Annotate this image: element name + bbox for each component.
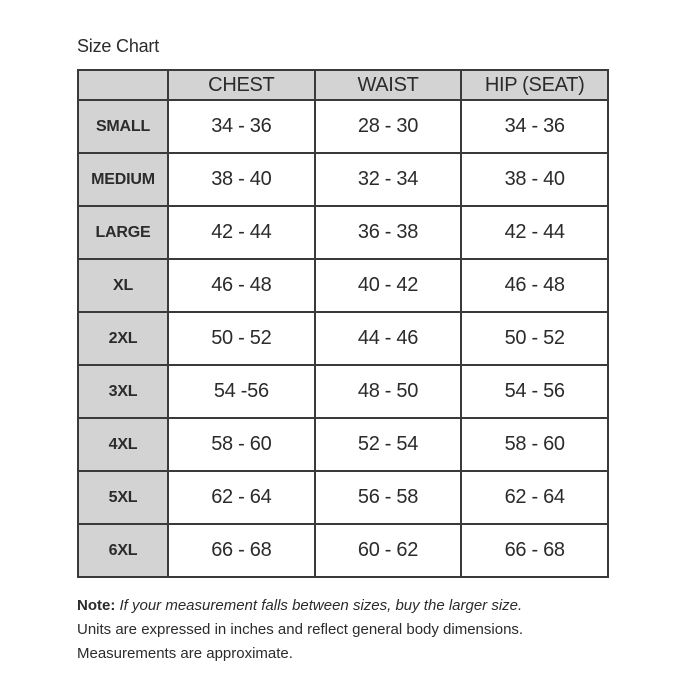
chest-cell: 54 -56 [168, 365, 315, 418]
note-text: If your measurement falls between sizes, buy the larger size. [119, 597, 523, 614]
hip-cell: 66 - 68 [461, 524, 608, 577]
row-header-size: 6XL [78, 524, 168, 577]
corner-cell [78, 70, 168, 100]
hip-cell: 58 - 60 [461, 418, 608, 471]
row-header-size: MEDIUM [78, 153, 168, 206]
chest-cell: 46 - 48 [168, 259, 315, 312]
chest-cell: 66 - 68 [168, 524, 315, 577]
hip-cell: 42 - 44 [461, 206, 608, 259]
chest-cell: 50 - 52 [168, 312, 315, 365]
chest-cell: 62 - 64 [168, 471, 315, 524]
hip-cell: 46 - 48 [461, 259, 608, 312]
waist-cell: 56 - 58 [315, 471, 462, 524]
hip-cell: 34 - 36 [461, 100, 608, 153]
table-row [78, 524, 608, 577]
table-row [78, 365, 608, 418]
notes-block [77, 594, 523, 666]
table-row [78, 259, 608, 312]
chest-cell: 58 - 60 [168, 418, 315, 471]
row-header-size: 4XL [78, 418, 168, 471]
row-header-size: 3XL [78, 365, 168, 418]
chest-cell: 34 - 36 [168, 100, 315, 153]
table-row [78, 312, 608, 365]
hip-cell: 54 - 56 [461, 365, 608, 418]
table-row [78, 153, 608, 206]
note-label: Note: [77, 597, 116, 614]
hip-cell: 38 - 40 [461, 153, 608, 206]
table-row [78, 471, 608, 524]
row-header-size: 2XL [78, 312, 168, 365]
table-row [78, 206, 608, 259]
hip-cell: 62 - 64 [461, 471, 608, 524]
waist-cell: 40 - 42 [315, 259, 462, 312]
row-header-size: LARGE [78, 206, 168, 259]
table-row [78, 100, 608, 153]
column-header-waist: WAIST [315, 70, 462, 100]
waist-cell: 60 - 62 [315, 524, 462, 577]
approximate-note: Measurements are approximate. [77, 645, 293, 662]
size-chart-table [77, 69, 609, 578]
column-header-chest: CHEST [168, 70, 315, 100]
row-header-size: 5XL [78, 471, 168, 524]
chest-cell: 38 - 40 [168, 153, 315, 206]
waist-cell: 44 - 46 [315, 312, 462, 365]
row-header-size: XL [78, 259, 168, 312]
page-title: Size Chart [77, 36, 160, 56]
note-line [77, 594, 523, 618]
table-header-row [78, 70, 608, 100]
waist-cell: 52 - 54 [315, 418, 462, 471]
waist-cell: 28 - 30 [315, 100, 462, 153]
waist-cell: 36 - 38 [315, 206, 462, 259]
waist-cell: 32 - 34 [315, 153, 462, 206]
row-header-size: SMALL [78, 100, 168, 153]
table-row [78, 418, 608, 471]
chest-cell: 42 - 44 [168, 206, 315, 259]
units-note: Units are expressed in inches and reflect general body dimensions. [77, 621, 524, 638]
hip-cell: 50 - 52 [461, 312, 608, 365]
column-header-hip: HIP (SEAT) [461, 70, 608, 100]
waist-cell: 48 - 50 [315, 365, 462, 418]
